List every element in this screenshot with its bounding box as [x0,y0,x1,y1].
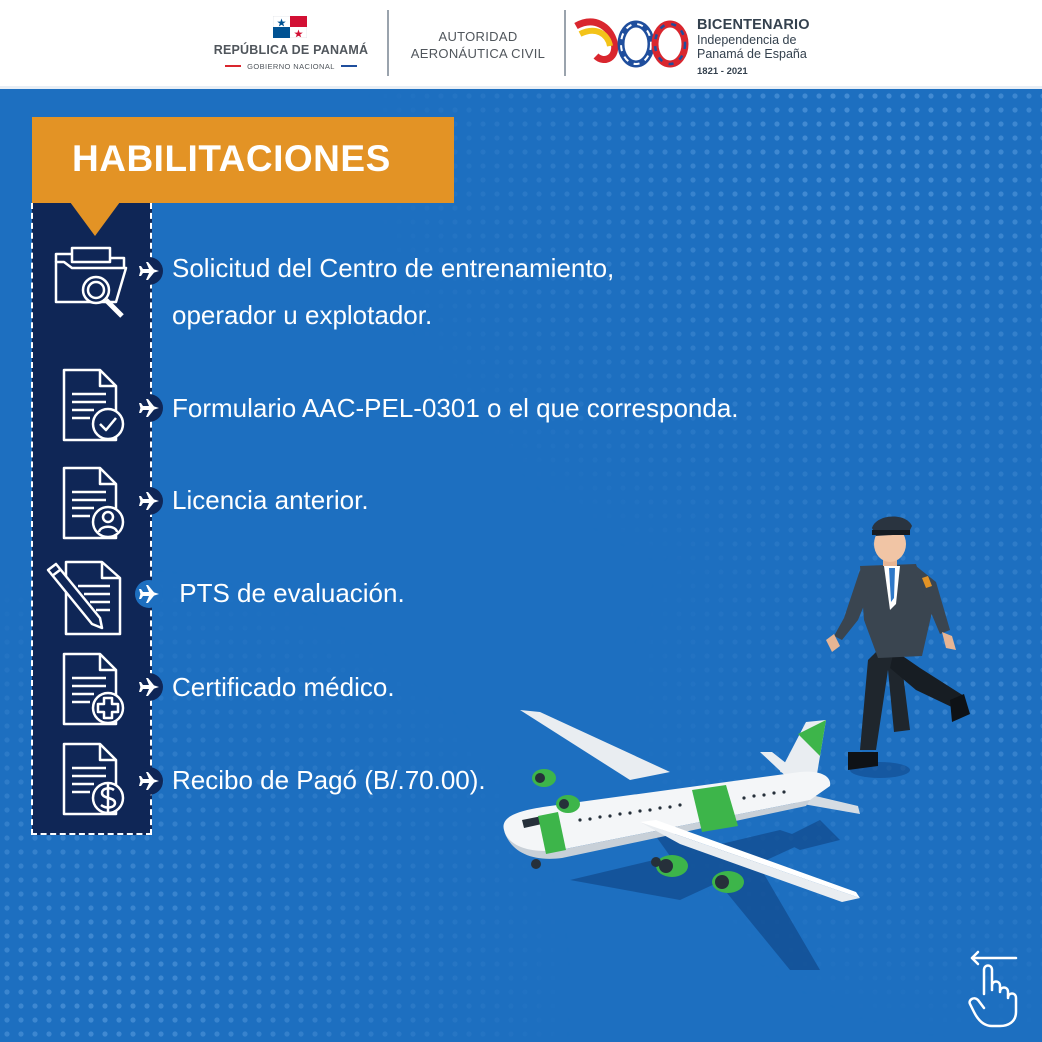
authority-name [398,28,558,62]
airplane-bullet-icon [134,579,164,609]
header-divider [564,10,566,76]
swipe-hand-icon[interactable] [964,950,1022,1028]
bicentennial-line-1: Independencia de [697,33,797,47]
document-check-icon [50,364,132,448]
bicentennial-logo-icon [574,12,694,72]
authority-line-1: AUTORIDAD [438,29,518,44]
bicentennial-title: BICENTENARIO [697,17,810,33]
republic-subtitle: GOBIERNO NACIONAL [247,61,335,71]
pilot-figure [826,516,970,770]
airplane-figure [503,710,860,902]
page-title: HABILITACIONES [72,138,391,179]
republic-subtitle-row [208,60,374,72]
airplane-bullet-icon [134,393,164,423]
requirement-item-3: Licencia anterior. [172,485,369,515]
header-bar [0,0,1042,89]
document-payment-icon [50,738,132,822]
airplane-bullet-icon [134,672,164,702]
bicentennial-years: 1821 - 2021 [697,66,748,77]
requirement-item-2: Formulario AAC-PEL-0301 o el que corresponda. [172,393,739,423]
bicentennial-line-2: Panamá de España [697,47,807,61]
divider-red [225,65,241,67]
document-user-icon [50,462,132,546]
requirement-item-5: Certificado médico. [172,672,395,702]
requirement-item-4: PTS de evaluación. [172,578,405,608]
airplane-bullet-icon [134,766,164,796]
requirement-item-6: Recibo de Pagó (B/.70.00). [172,765,486,795]
document-medical-icon [50,648,132,732]
pilot-and-airplane-illustration [480,500,1000,1020]
airplane-bullet-icon [134,256,164,286]
folder-search-icon [50,240,132,324]
republic-title: REPÚBLICA DE PANAMÁ [213,43,369,57]
airplane-bullet-icon [134,486,164,516]
authority-line-2: AERONÁUTICA CIVIL [410,46,546,61]
document-pencil-icon [44,556,126,640]
divider-blue [341,65,357,67]
requirement-item-1-line-2: operador u explotador. [172,300,433,330]
requirement-item-1-line-1: Solicitud del Centro de entrenamiento, [172,253,615,283]
panama-flag-icon [273,16,307,38]
header-divider [387,10,389,76]
title-badge-pointer [70,202,120,236]
